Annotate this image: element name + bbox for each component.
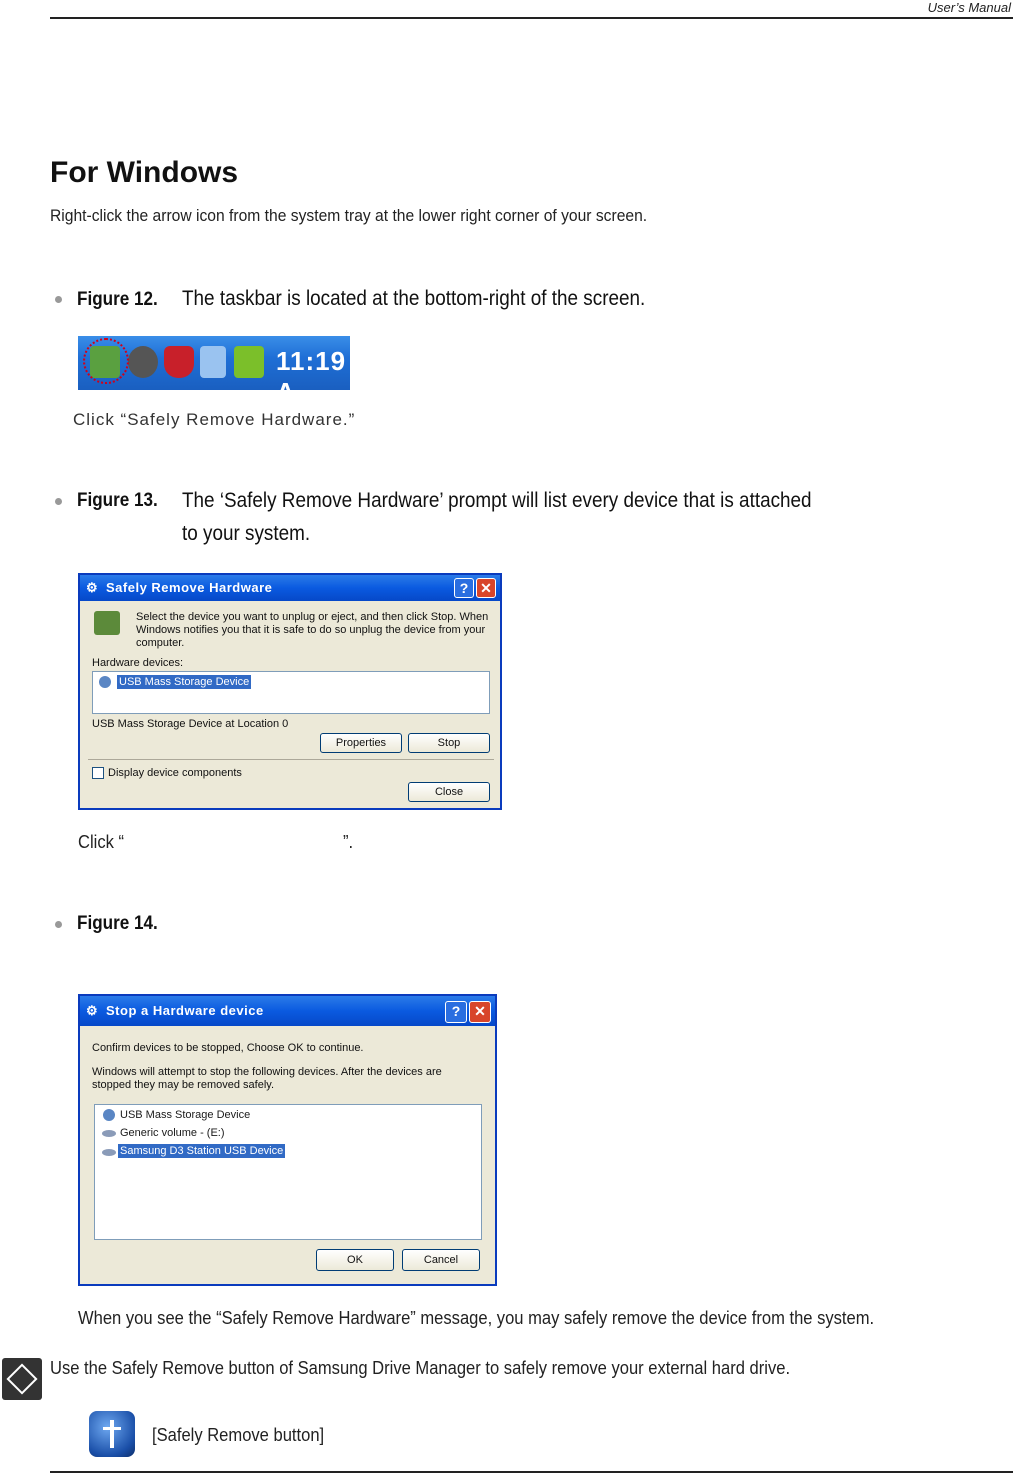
safely-remove-button-icon — [89, 1411, 135, 1457]
safely-remove-dialog — [78, 573, 502, 810]
display-components-checkbox[interactable] — [92, 767, 104, 779]
figure-12-label: Figure 12. — [77, 289, 158, 310]
bullet — [55, 498, 62, 505]
dialog-titlebar[interactable] — [80, 996, 495, 1026]
list-item[interactable]: USB Mass Storage Device — [119, 676, 250, 688]
figure-13-caption-prefix: Click “ — [78, 832, 124, 852]
divider — [88, 759, 494, 760]
figure-13-description-2: to your system. — [182, 522, 311, 545]
note-text: Use the Safely Remove button of Samsung Drive Manager to safely remove your external hard drive. — [50, 1358, 791, 1378]
stop-hardware-dialog — [78, 994, 497, 1286]
bullet — [55, 296, 62, 303]
hardware-devices-list[interactable] — [92, 671, 490, 714]
properties-button[interactable]: Properties — [320, 733, 402, 753]
figure-13-caption-suffix: ”. — [343, 832, 354, 852]
figure-13-label: Figure 13. — [77, 490, 158, 511]
ok-button[interactable]: OK — [316, 1249, 394, 1271]
hardware-icon: ⚙ — [86, 1003, 98, 1018]
dialog-title: Stop a Hardware device — [106, 1003, 264, 1018]
dialog-instructions-3: computer. — [136, 637, 185, 649]
nvidia-icon — [234, 346, 264, 378]
usb-icon — [103, 1109, 115, 1121]
cancel-button[interactable]: Cancel — [402, 1249, 480, 1271]
shield-icon — [164, 346, 194, 378]
drive-icon — [102, 1130, 116, 1137]
section-intro: Right-click the arrow icon from the system tray at the lower right corner of your screen. — [50, 206, 648, 225]
list-item[interactable]: Generic volume - (E:) — [120, 1127, 225, 1139]
figure-14-label: Figure 14. — [77, 913, 158, 934]
footer-rule — [50, 1471, 1013, 1473]
info-text-2: stopped they may be removed safely. — [92, 1079, 275, 1091]
running-header: User’s Manual — [927, 0, 1011, 15]
list-item[interactable]: USB Mass Storage Device — [120, 1109, 251, 1121]
network-icon — [200, 346, 226, 378]
close-icon[interactable]: ✕ — [476, 578, 496, 598]
note-icon — [2, 1358, 42, 1400]
dialog-titlebar[interactable] — [80, 575, 500, 601]
highlight-ring — [83, 338, 129, 384]
display-components-label: Display device components — [108, 767, 242, 779]
help-button[interactable]: ? — [454, 578, 474, 598]
device-icon — [94, 611, 120, 635]
safely-remove-button-label: [Safely Remove button] — [152, 1425, 325, 1445]
stop-button[interactable]: Stop — [408, 733, 490, 753]
confirm-text: Confirm devices to be stopped, Choose OK to continue. — [92, 1042, 364, 1054]
close-button[interactable]: Close — [408, 782, 490, 802]
help-button[interactable]: ? — [445, 1001, 467, 1023]
usb-icon — [99, 676, 111, 688]
device-location: USB Mass Storage Device at Location 0 — [92, 718, 289, 730]
bullet — [55, 921, 62, 928]
hardware-devices-label: Hardware devices: — [92, 657, 184, 669]
devices-to-stop-list[interactable] — [94, 1104, 482, 1240]
dialog-instructions-1: Select the device you want to unplug or eject, and then click Stop. When — [136, 611, 489, 623]
figure-12-description: The taskbar is located at the bottom-right of the screen. — [182, 287, 646, 310]
figure-12-caption: Click “Safely Remove Hardware.” — [73, 410, 356, 429]
section-title: For Windows — [50, 156, 239, 189]
header-rule — [50, 17, 1013, 19]
figure-13-description: The ‘Safely Remove Hardware’ prompt will list every device that is attached — [182, 489, 812, 512]
figure-14-caption: When you see the “Safely Remove Hardware” message, you may safely remove the device from the system. — [78, 1308, 875, 1328]
dialog-title: Safely Remove Hardware — [106, 580, 273, 595]
close-icon[interactable]: ✕ — [469, 1001, 491, 1023]
hardware-icon: ⚙ — [86, 580, 98, 595]
speaker-icon — [128, 346, 158, 378]
taskbar-clock: 11:19 A — [276, 346, 347, 407]
info-text-1: Windows will attempt to stop the following devices. After the devices are — [92, 1066, 442, 1078]
drive-icon — [102, 1149, 116, 1156]
dialog-instructions-2: Windows notifies you that it is safe to do so unplug the device from your — [136, 624, 486, 636]
list-item[interactable]: Samsung D3 Station USB Device — [120, 1145, 284, 1157]
